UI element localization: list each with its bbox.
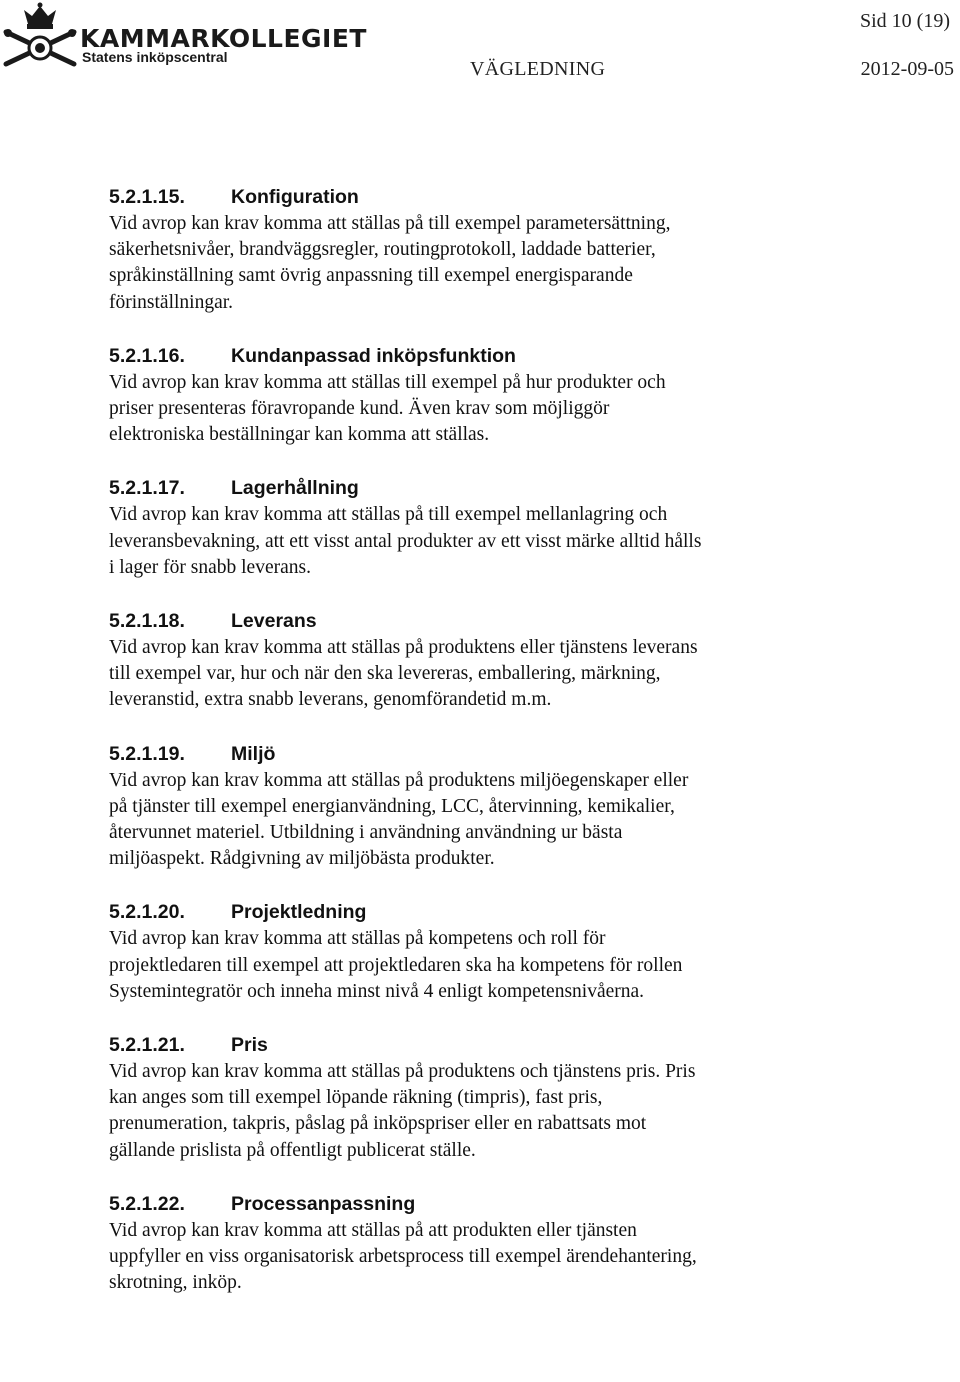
body-text-line: Vid avrop kan krav komma att ställas på produktens eller tjänstens leverans bbox=[109, 637, 698, 659]
kammarkollegiet-logo bbox=[0, 0, 367, 72]
section-title: Lagerhållning bbox=[231, 477, 359, 500]
body-text-line: Vid avrop kan krav komma att ställas på produktens och tjänstens pris. Pris bbox=[109, 1061, 696, 1083]
body-text-line: uppfyller en viss organisatorisk arbetsprocess till exempel ärendehantering, bbox=[109, 1246, 697, 1268]
body-text-line: återvunnet materiel. Utbildning i användning användning ur bästa bbox=[109, 822, 623, 844]
document-date: 2012-09-05 bbox=[860, 58, 954, 80]
org-name: KAMMARKOLLEGIET bbox=[80, 24, 367, 53]
section bbox=[109, 740, 929, 873]
body-text-line: Vid avrop kan krav komma att ställas på att produkten eller tjänsten bbox=[109, 1219, 637, 1241]
body-text-line: miljöaspekt. Rådgivning av miljöbästa produkter. bbox=[109, 848, 495, 870]
section bbox=[109, 1190, 929, 1297]
body-text-line: leveransbevakning, att ett visst antal produkter av ett visst märke alltid hålls bbox=[109, 530, 702, 552]
body-text-line: elektroniska beställningar kan komma att ställas. bbox=[109, 424, 490, 446]
section-body bbox=[109, 370, 929, 449]
body-text-line: Systemintegratör och inneha minst nivå 4 enligt kompetensnivåerna. bbox=[109, 980, 645, 1002]
section-body bbox=[109, 926, 929, 1005]
document-body bbox=[109, 183, 929, 1296]
section bbox=[109, 474, 929, 581]
section-number: 5.2.1.22. bbox=[109, 1192, 185, 1215]
body-text-line: projektledaren till exempel att projektledaren ska ha kompetens för rollen bbox=[109, 954, 683, 976]
section-title: Pris bbox=[231, 1034, 268, 1057]
section bbox=[109, 183, 929, 316]
section-number: 5.2.1.19. bbox=[109, 742, 185, 765]
section bbox=[109, 342, 929, 449]
org-subtitle: Statens inköpscentral bbox=[82, 49, 228, 65]
body-text-line: Vid avrop kan krav komma att ställas på kompetens och roll för bbox=[109, 928, 606, 950]
body-text-line: prenumeration, takpris, påslag på inköpspriser eller en rabattsats mot bbox=[109, 1113, 647, 1135]
section-number: 5.2.1.21. bbox=[109, 1034, 185, 1057]
body-text-line: språkinställning samt övrig anpassning till exempel energisparande bbox=[109, 265, 633, 287]
body-text-line: säkerhetsnivåer, brandväggsregler, routingprotokoll, laddade batterier, bbox=[109, 239, 656, 261]
section bbox=[109, 1031, 929, 1164]
section-body bbox=[109, 502, 929, 581]
section-title: Konfiguration bbox=[231, 186, 359, 208]
body-text-line: Vid avrop kan krav komma att ställas på till exempel mellanlagring och bbox=[109, 504, 668, 526]
section-heading bbox=[109, 740, 929, 768]
body-text-line: Vid avrop kan krav komma att ställas till exempel på hur produkter och bbox=[109, 371, 666, 393]
section-heading bbox=[109, 1031, 929, 1059]
section-number: 5.2.1.15. bbox=[109, 186, 185, 208]
body-text-line: till exempel var, hur och när den ska levereras, emballering, märkning, bbox=[109, 663, 661, 685]
section bbox=[109, 898, 929, 1005]
section-title: Miljö bbox=[231, 742, 276, 765]
section-number: 5.2.1.18. bbox=[109, 610, 185, 633]
body-text-line: på tjänster till exempel energianvändning, LCC, återvinning, kemikalier, bbox=[109, 795, 675, 817]
body-text-line: Vid avrop kan krav komma att ställas på produktens miljöegenskaper eller bbox=[109, 769, 689, 791]
page-number: Sid 10 (19) bbox=[860, 10, 950, 32]
section-heading bbox=[109, 342, 929, 370]
section-heading bbox=[109, 1190, 929, 1218]
section-title: Processanpassning bbox=[231, 1192, 416, 1215]
section-heading bbox=[109, 474, 929, 502]
body-text-line: i lager för snabb leverans. bbox=[109, 556, 311, 578]
section-body bbox=[109, 768, 929, 873]
body-text-line: Vid avrop kan krav komma att ställas på till exempel parametersättning, bbox=[109, 213, 671, 234]
section-body bbox=[109, 635, 929, 714]
section-body bbox=[109, 211, 929, 316]
section-number: 5.2.1.16. bbox=[109, 344, 185, 367]
section-heading bbox=[109, 607, 929, 635]
section-title: Projektledning bbox=[231, 901, 367, 924]
section-body bbox=[109, 1218, 929, 1297]
body-text-line: priser presenteras föravropande kund. Även krav som möjliggör bbox=[109, 398, 610, 420]
body-text-line: leveranstid, extra snabb leverans, genomförandetid m.m. bbox=[109, 689, 552, 711]
section-title: Kundanpassad inköpsfunktion bbox=[231, 344, 516, 367]
body-text-line: gällande prislista på offentligt publicerat ställe. bbox=[109, 1139, 476, 1161]
body-text-line: förinställningar. bbox=[109, 291, 234, 313]
document-type: VÄGLEDNING bbox=[470, 58, 606, 80]
section-title: Leverans bbox=[231, 610, 317, 633]
section-heading bbox=[109, 183, 929, 211]
section-number: 5.2.1.20. bbox=[109, 901, 185, 924]
section-body bbox=[109, 1059, 929, 1164]
crown-crest-icon bbox=[2, 2, 78, 70]
section-heading bbox=[109, 898, 929, 926]
body-text-line: kan anges som till exempel löpande räkning (timpris), fast pris, bbox=[109, 1087, 603, 1109]
body-text-line: skrotning, inköp. bbox=[109, 1272, 242, 1294]
section-number: 5.2.1.17. bbox=[109, 477, 185, 500]
section bbox=[109, 607, 929, 714]
